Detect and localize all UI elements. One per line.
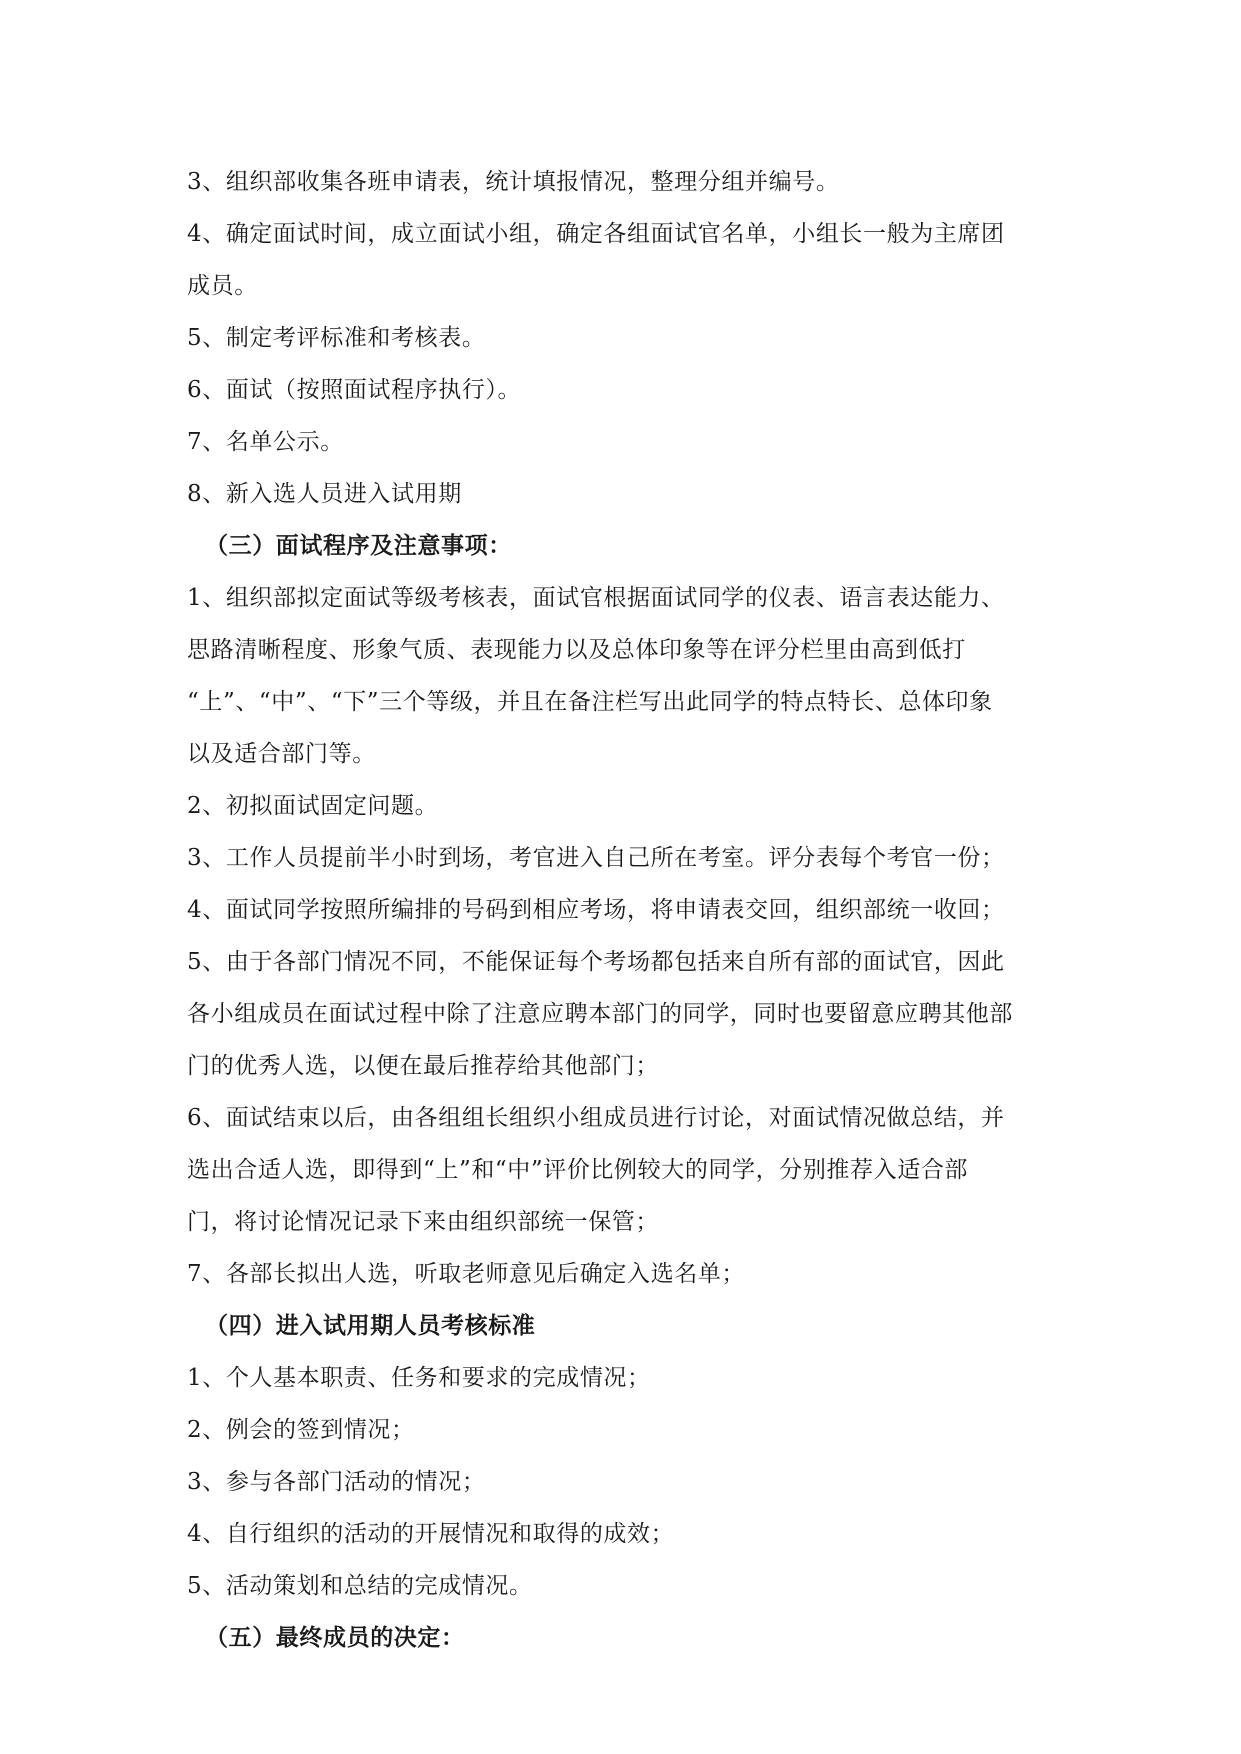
paragraph-line: 4、面试同学按照所编排的号码到相应考场，将申请表交回，组织部统一收回；: [187, 897, 1005, 923]
paragraph-line: 6、面试结束以后，由各组组长组织小组成员进行讨论，对面试情况做总结，并: [187, 1105, 1005, 1131]
paragraph-line: 3、工作人员提前半小时到场，考官进入自己所在考室。评分表每个考官一份；: [187, 845, 1005, 871]
paragraph-line: 成员。: [187, 273, 258, 299]
section-heading: （五）最终成员的决定：: [205, 1624, 465, 1651]
paragraph-line: 7、名单公示。: [187, 429, 344, 455]
paragraph-line: 3、参与各部门活动的情况；: [187, 1469, 486, 1495]
document-body: [187, 156, 1057, 1664]
paragraph-line: 2、初拟面试固定问题。: [187, 793, 439, 819]
paragraph-line: 8、新入选人员进入试用期: [187, 481, 462, 507]
paragraph-line: 1、个人基本职责、任务和要求的完成情况；: [187, 1365, 651, 1391]
paragraph-line: 门，将讨论情况记录下来由组织部统一保管；: [187, 1209, 659, 1235]
paragraph-line: 思路清晰程度、形象气质、表现能力以及总体印象等在评分栏里由高到低打: [187, 637, 966, 663]
paragraph-line: 6、面试（按照面试程序执行）。: [187, 377, 522, 403]
paragraph-line: 5、活动策划和总结的完成情况。: [187, 1573, 533, 1599]
paragraph-line: 选出合适人选，即得到“上”和“中”评价比例较大的同学，分别推荐入适合部: [187, 1157, 969, 1183]
paragraph-line: 5、制定考评标准和考核表。: [187, 325, 486, 351]
paragraph-line: 4、确定面试时间，成立面试小组，确定各组面试官名单，小组长一般为主席团: [187, 221, 1005, 247]
paragraph-line: 以及适合部门等。: [187, 741, 376, 767]
paragraph-line: 2、例会的签到情况；: [187, 1417, 415, 1443]
paragraph-line: 7、各部长拟出人选，听取老师意见后确定入选名单；: [187, 1261, 746, 1287]
section-heading: （三）面试程序及注意事项：: [205, 532, 512, 559]
paragraph-line: 1、组织部拟定面试等级考核表，面试官根据面试同学的仪表、语言表达能力、: [187, 585, 1005, 611]
paragraph-line: “上”、“中”、“下”三个等级，并且在备注栏写出此同学的特点特长、总体印象: [187, 689, 993, 715]
paragraph-line: 3、组织部收集各班申请表，统计填报情况，整理分组并编号。: [187, 169, 840, 195]
paragraph-line: 门的优秀人选，以便在最后推荐给其他部门；: [187, 1053, 659, 1079]
paragraph-line: 各小组成员在面试过程中除了注意应聘本部门的同学，同时也要留意应聘其他部: [187, 1001, 1013, 1027]
paragraph-line: 4、自行组织的活动的开展情况和取得的成效；: [187, 1521, 675, 1547]
paragraph-line: 5、由于各部门情况不同，不能保证每个考场都包括来自所有部的面试官，因此: [187, 949, 1005, 975]
section-heading: （四）进入试用期人员考核标准: [205, 1312, 536, 1339]
